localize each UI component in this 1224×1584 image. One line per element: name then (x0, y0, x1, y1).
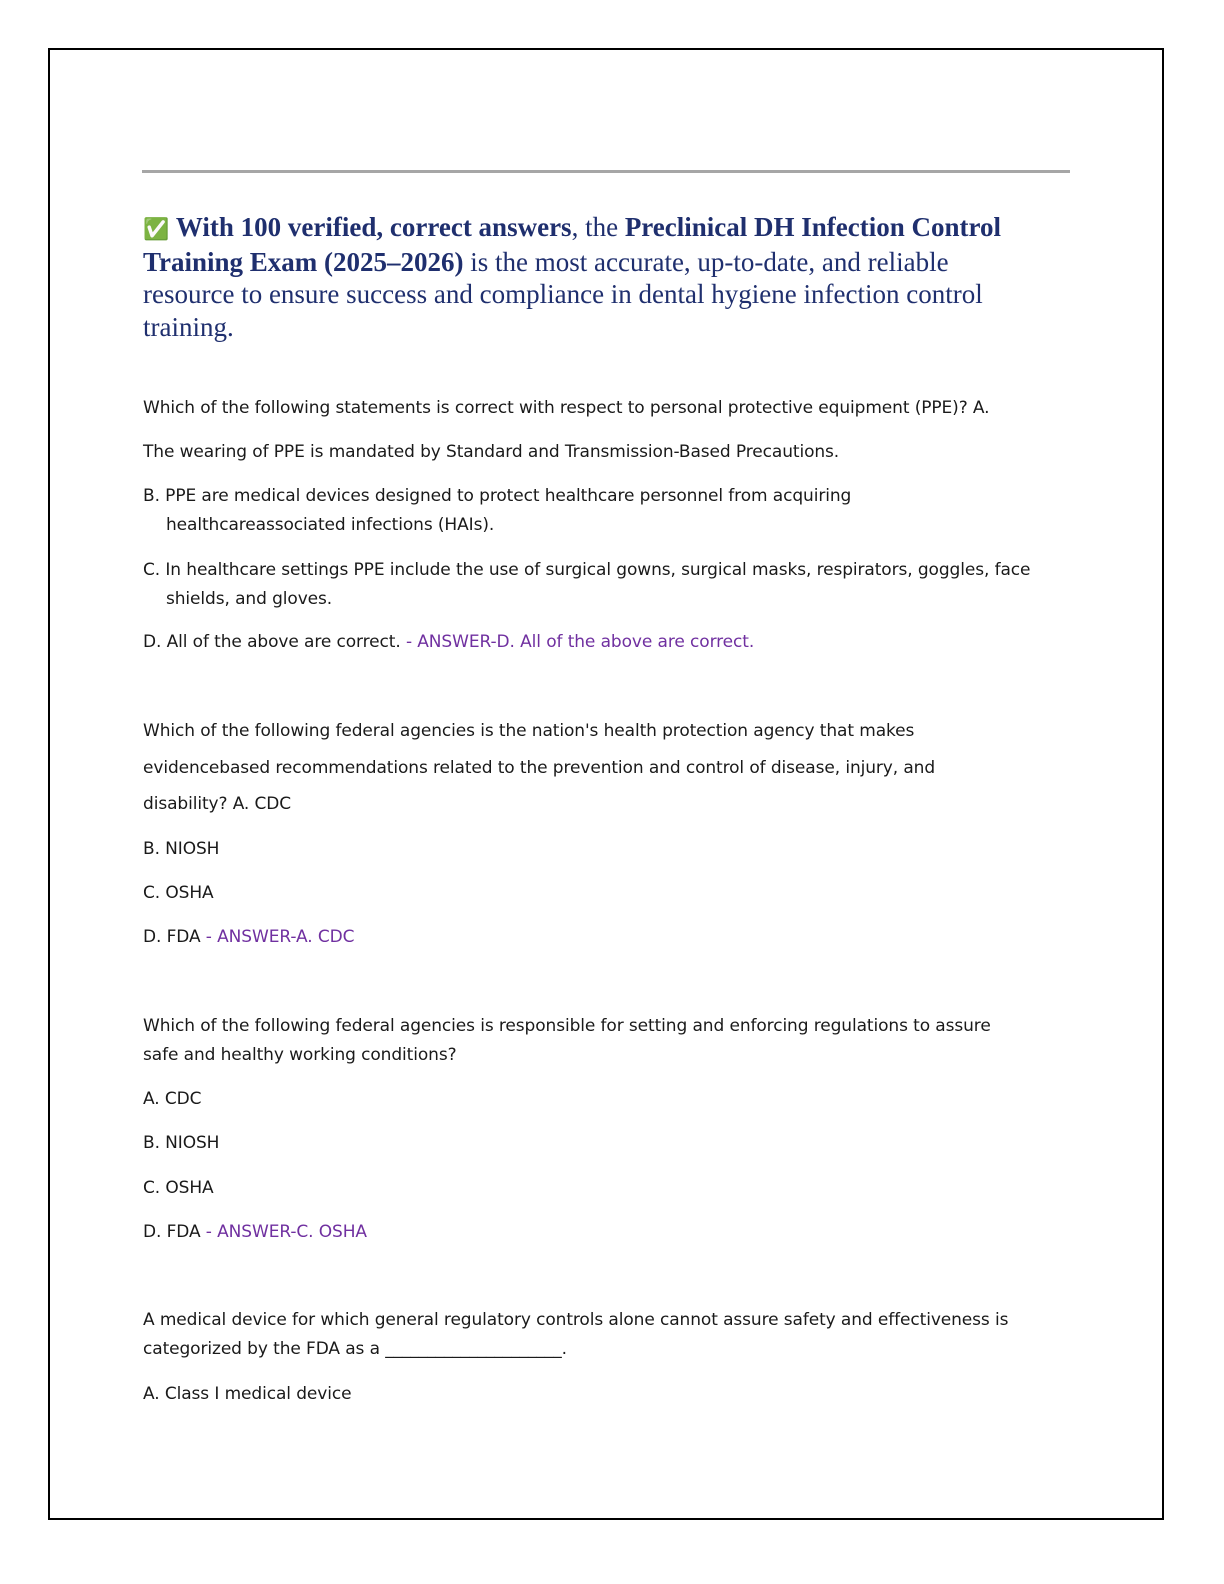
horizontal-rule (142, 170, 1070, 173)
q1-option-d-text: D. All of the above are correct. (143, 632, 401, 652)
q1-option-b-line-1: B. PPE are medical devices designed to protect healthcare personnel from acquiring (143, 486, 852, 506)
q1-line-2: The wearing of PPE is mandated by Standard and Transmission-Based Precautions. (143, 442, 840, 462)
q1-option-d (143, 632, 754, 652)
q1-option-c-line-1: C. In healthcare settings PPE include the use of surgical gowns, surgical masks, respirators, goggles, face (143, 560, 1031, 580)
intro-bold-a: With 100 verified, correct answers (175, 212, 572, 242)
intro-plain-a: , the (571, 212, 625, 242)
q1-option-b-line-2: healthcareassociated infections (HAIs). (166, 515, 495, 535)
intro-bold-b: Preclinical DH Infection Control (624, 212, 1002, 242)
intro-plain-b: is the most accurate, up-to-date, and reliable (463, 246, 949, 277)
intro-bold-c: Training Exam (2025–2026) (143, 246, 464, 277)
intro-paragraph (143, 211, 1043, 343)
q3-line-1: Which of the following federal agencies is responsible for setting and enforcing regulations to assure (143, 1016, 991, 1036)
check-icon: ✅ (143, 217, 170, 241)
q4-line-1: A medical device for which general regulatory controls alone cannot assure safety and effectiveness is (143, 1310, 1009, 1330)
q4-line-2: categorized by the FDA as a _____________________. (143, 1339, 567, 1359)
q1-line-1: Which of the following statements is correct with respect to personal protective equipment (PPE)? A. (143, 398, 990, 418)
q1-option-c-line-2: shields, and gloves. (166, 589, 333, 609)
intro-line-4: training. (143, 311, 234, 342)
q1-answer: - ANSWER-D. All of the above are correct. (400, 632, 755, 652)
q2-answer: - ANSWER-A. CDC (200, 927, 355, 947)
intro-line-3: resource to ensure success and compliance in dental hygiene infection control (143, 279, 983, 309)
q3-answer: - ANSWER-C. OSHA (200, 1222, 367, 1242)
q2-option-b: B. NIOSH (143, 839, 220, 859)
q4-option-a: A. Class I medical device (143, 1384, 352, 1404)
q3-line-2: safe and healthy working conditions? (143, 1045, 457, 1065)
q3-option-a: A. CDC (143, 1089, 202, 1109)
intro-line-2 (143, 246, 1043, 279)
q3-option-d (143, 1222, 367, 1242)
q2-option-d-text: D. FDA (143, 927, 201, 947)
q2-option-d (143, 927, 354, 947)
q2-option-c: C. OSHA (143, 883, 214, 903)
q3-option-b: B. NIOSH (143, 1133, 220, 1153)
intro-line-1 (143, 211, 1043, 246)
q2-line-1: Which of the following federal agencies is the nation's health protection agency that makes (143, 721, 915, 741)
q3-option-c: C. OSHA (143, 1178, 214, 1198)
q2-line-3: disability? A. CDC (143, 794, 292, 814)
q2-line-2: evidencebased recommendations related to the prevention and control of disease, injury, and (143, 758, 936, 778)
q3-option-d-text: D. FDA (143, 1222, 201, 1242)
